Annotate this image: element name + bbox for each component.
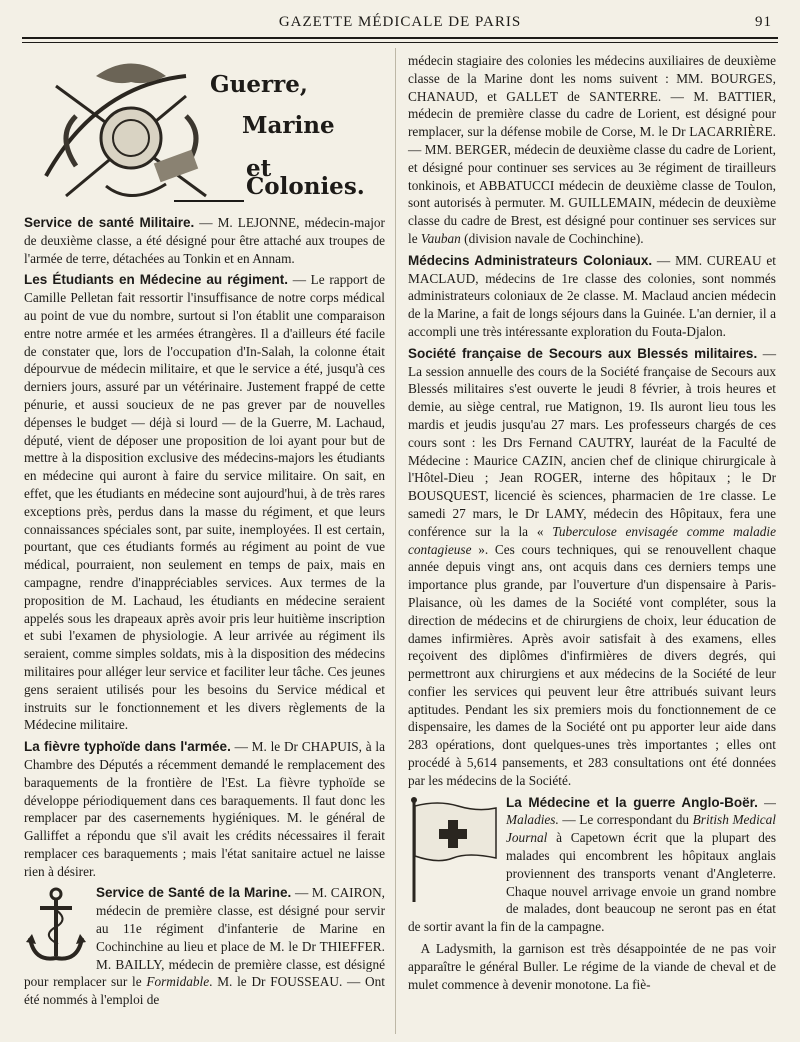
article-heading: Service de Santé de la Marine. [96,885,292,901]
article-heading: Société française de Secours aux Blessés militaires. [408,345,758,361]
journal-name: British Medical Journal [506,812,777,846]
article-service-sante-militaire [24,214,385,267]
article-body: — MM. CUREAU et MACLAUD, médecins de 1re classe des colonies, sont nommés administrateurs coloniaux de 2e classe. M. Maclaud ancien médecin de la Marine, a fait de longs séjours dans la Guinée. L'an dernier, il a accompli une très intéressante exploration du Fouta-Djalon. [408,252,776,339]
red-cross-flag-icon [408,796,498,904]
header-rule [22,37,778,39]
anchor-icon [24,886,88,966]
article-body: A Ladysmith, la garnison est très désappointée de ne pas voir apparaître le général Buller. Le régime de la viande de cheval et de mulet commence à devenir monotone. La fiè- [408,941,776,992]
article-fievre-typhoide [24,738,385,880]
lecture-title: Tuberculose envisagée comme maladie contagieuse [408,523,776,557]
right-column [408,52,776,997]
banner-word-guerre: Guerre, [210,71,308,98]
article-heading: Médecins Administrateurs Coloniaux. [408,252,653,268]
article-heading: La fièvre typhoïde dans l'armée. [24,739,231,755]
page-header [22,10,778,38]
article-heading: Les Étudiants en Médecine au régiment. [24,272,289,288]
article-body: — M. CAIRON, médecin de première classe, est désigné pour servir au 11e régiment d'infanterie de Marine en Cochinchine au lieu et place de M. le Dr THIEFFER. M. BAILLY, médecin de première classe, est désigné pour remplacer sur le [24,885,386,990]
article-body-cont: ». Ces cours techniques, qui se renouvellent chaque année depuis vingt ans, ont acquis dans ces derniers temps une importance plus grande, par l'ouverture d'un dispensaire à Paris-Plaisance, où les dames de la Société vont compléter, sous la direction de médecins et de chirurgiens de choix, leur éducation de dames infirmières. Après avoir satisfait à des examens, elles reçoivent des diplômes d'infirmières de divers degrés, qui permettront aux chirurgiens et aux médecins de la Société de leur confier les services qui peuvent leur être attribués suivant leurs aptitudes. Pendant les six premiers mois du fonctionnement de ce dispensaire, les dames de la Société ont pu apporter leur aide dans 283 opérations, dont quelques-unes très importantes ; elles ont procédé à 5,614 pansements, et 283 consultations ont été données par les médecins de la Société. [408,541,776,788]
article-administrateurs-coloniaux [408,252,776,341]
military-trophy-icon [36,56,226,206]
journal-title: GAZETTE MÉDICALE DE PARIS [278,14,522,30]
article-etudiants-regiment [24,271,385,734]
banner-word-colonies: et Colonies. [246,155,365,200]
article-ladysmith [408,940,776,993]
ship-name: Formidable [146,974,210,990]
column-divider [395,48,396,1034]
ship-name: Vauban [420,230,461,246]
article-body-cont: (division navale de Cochinchine). [460,230,644,246]
section-banner [24,50,385,210]
article-heading: Service de santé Militaire. [24,215,195,230]
article-sante-marine [24,884,385,1009]
article-body: — M. LEJONNE, médecin-major de deuxième classe, a été désigné pour être attaché aux troupes de l'armée de terre, détachées au Tonkin et en Annam. [24,215,385,266]
banner-word-marine: Marine [242,112,335,139]
article-body: — Le rapport de Camille Pelletan fait ressortir l'insuffisance de notre corps médical au point de vue du nombre, surtout si l'on établit une comparaison entre notre armée et les armées étrangères. Il a d'ailleurs été facile de constater que, lors de l'occupation d'In-Salah, la colonne était dépourvue de médecin militaire, et que le service a été, jusqu'à ces derniers jours, assuré par un vétérinaire. Justement frappé de cette pénurie, et aussi soucieux de ne pas grever par de nouvelles dépenses le budget — déjà si lourd — de la Guerre, M. Lachaud, député, vient de déposer une proposition de loi ayant pour but de mettre à la disposition exclusive des médecins-majors les étudiants en médecine qui auront à faire du service militaire. On sait, en effet, que les étudiants en médecine sont aujourd'hui, à de très rares exceptions près, perdus dans la masse du régiment, et que leurs connaissances spéciales sont, par suite, inemployées. Il est certain, pourtant, que ces étudiants formés au régiment au point de vue médical, pourraient, non seulement en temps de paix, mais en campagne, rendre d'inappréciables services. Aux termes de la proposition de M. Lachaud, les étudiants en médecine seraient appelés sous les drapeaux après avoir pris leur huitième inscription et subi l'examen de physiologie. A leur arrivée au régiment ils seraient, comme simples soldats, mis à la disposition des médecins militaires pour alléger leur service et faciliter leur tâche. Ces jeunes gens seraient utilisés pour les besoins du Service médical et instruits sur le fonctionnement et les divers règlements de la Médecine militaire. [24,272,385,733]
article-sante-marine-cont [408,52,776,248]
page-number: 91 [755,14,772,30]
banner-rule [174,200,244,202]
article-body-cont: à Capetown écrit que la plupart des malades qui encombrent les hôpitaux anglais proviennent des transports venant d'Angleterre. Chaque nouvel arrivage envoie un grand nombre de malades, dont beaucoup ne seront pas en état de sortir avant la fin de la campagne. [408,830,776,935]
article-body: — Le correspondant du [558,812,693,828]
article-subheading: — Maladies. [506,794,776,828]
article-heading: La Médecine et la guerre Anglo-Boër. [506,794,758,810]
article-guerre-anglo-boer [408,794,776,936]
left-column [24,50,385,1013]
article-body: médecin stagiaire des colonies les médecins auxiliaires de deuxième classe de la Marine dont les noms suivent : MM. BOURGES, CHANAUD, et GALLET de SANTERRE. — M. BATTIER, médecin de première classe du cadre de Lorient, est désigné pour remplacer, sur la défense mobile de Corse, M. le Dr LACARRIÈRE. — MM. BERGER, médecin de deuxième classe du cadre de Lorient, et désigné pour continuer ses services au 3e régiment de tirailleurs tonkinois, et ABBATUCCI médecin de deuxième classe de Toulon, sont autorisés à permuter. M. GUILLEMAIN, médecin de deuxième classe du cadre de Brest, est désigné pour continuer ses services sur le [408,53,776,246]
article-secours-blesses [408,345,776,790]
article-body: — M. le Dr CHAPUIS, à la Chambre des Députés a récemment demandé le remplacement des baraquements de la frontière de l'Est. La fièvre typhoïde se développe périodiquement dans ces baraquements. Il faut donc les remplacer par des casernements hygiéniques. M. le général de Galliffet a répondu que s'il avait les crédits nécessaires il ferait remplacer ces baraquements ; mais l'état sanitaire actuel ne laisse rien à désirer. [24,739,386,879]
article-body: — La session annuelle des cours de la Société française de Secours aux Blessés militaires s'est ouverte le jeudi 8 février, à trois heures et demie, au siège central, rue Matignon, 19. Ils auront lieu tous les mardis et jeudis jusqu'au 27 mars. Les professeurs chargés de ces cours sont : les Drs Fernand CAUTRY, lauréat de la Faculté de Médecine : Maurice CAZIN, ancien chef de clinique chirurgicale à l'Hôtel-Dieu ; Jean ROGER, interne des hôpitaux ; le Dr BOUSQUEST, licencié ès sciences, pharmacien de 1re classe. Le samedi 27 mars, le Dr LAMY, médecin des Hôpitaux, fera une conférence sur la la « [408,345,776,539]
article-body-cont: . M. le Dr FOUSSEAU. — Ont été nommés à l'emploi de [24,974,386,1008]
header-rule-thin [22,42,778,43]
